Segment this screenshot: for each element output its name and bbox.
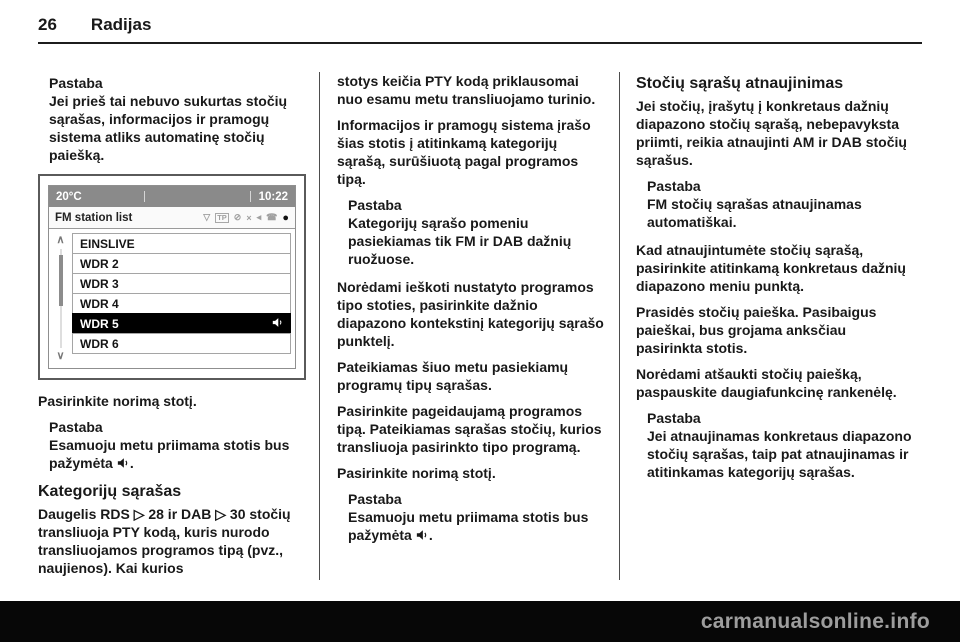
paragraph: Pasirinkite pageidaujamą programos tipą. Pateikiamas sąrašas stočių, kurios transliuoja pasirinkto tipo programą. bbox=[337, 403, 602, 455]
scrollbar-thumb bbox=[59, 255, 63, 306]
column-1 bbox=[38, 72, 310, 585]
now-playing-speaker-icon bbox=[272, 317, 283, 331]
note-label: Pastaba bbox=[647, 410, 701, 426]
scroll-up-icon: ∧ bbox=[56, 234, 65, 246]
close-icon: × bbox=[246, 212, 252, 223]
station-list bbox=[72, 233, 291, 364]
scrollbar bbox=[49, 233, 72, 364]
speaker-icon: ◂ bbox=[256, 212, 262, 222]
watermark-text: carmanualsonline.info bbox=[700, 609, 930, 633]
tp-badge: TP bbox=[217, 212, 227, 222]
paragraph: Kad atnaujintumėte stočių sąrašą, pasirinkite atitinkamą konkretaus dažnių diapazono meniu punktą. bbox=[636, 242, 906, 294]
column-2 bbox=[337, 72, 607, 554]
statusbar-divider bbox=[144, 191, 145, 202]
note-text-part: Esamuoju metu priimama stotis bus pažymėta bbox=[348, 509, 589, 543]
signal-icon: ▽ bbox=[203, 212, 211, 222]
station-row: WDR 4 bbox=[72, 293, 291, 314]
display-status-icons bbox=[203, 212, 289, 224]
note-block bbox=[647, 177, 912, 231]
note-text: FM stočių sąrašas atnaujinamas automatiškai. bbox=[647, 196, 862, 230]
page-number: 26 bbox=[38, 15, 57, 34]
display-status-bar bbox=[49, 186, 295, 207]
station-row: WDR 3 bbox=[72, 273, 291, 294]
subsection-heading: Stočių sąrašų atnaujinimas bbox=[636, 75, 844, 92]
paragraph: Pateikiamas šiuo metu pasiekiamų programų tipų sąrašas. bbox=[337, 359, 569, 393]
station-row: WDR 2 bbox=[72, 253, 291, 274]
paragraph: stotys keičia PTY kodą priklausomai nuo esamu metu transliuojamo turinio. bbox=[337, 73, 596, 107]
note-text-part: . bbox=[428, 527, 433, 543]
speaker-icon bbox=[117, 457, 129, 469]
column-divider bbox=[319, 72, 320, 580]
speaker-icon bbox=[416, 529, 428, 541]
note-label: Pastaba bbox=[348, 197, 402, 213]
station-row: WDR 6 bbox=[72, 333, 291, 354]
infotainment-screenshot bbox=[38, 174, 306, 380]
statusbar-divider bbox=[250, 191, 251, 202]
note-block bbox=[49, 418, 310, 472]
station-row-selected bbox=[72, 313, 291, 334]
note-text: Jei prieš tai nebuvo sukurtas stočių sąrašas, informacijos ir pramogų sistema atliks automatinę stočių paiešką. bbox=[49, 93, 288, 163]
paragraph: Norėdami atšaukti stočių paiešką, paspauskite daugiafunkcinę rankenėlę. bbox=[636, 366, 897, 400]
paragraph: Informacijos ir pramogų sistema įrašo šias stotis į atitinkamą kategorijų sąrašą, surūšiuotą pagal programos tipą. bbox=[337, 117, 591, 187]
paragraph: Jei stočių, įrašytų į konkretaus dažnių diapazono stočių sąrašą, nebepavyksta priimti, reikia atnaujinti AM ir DAB stočių sąrašus. bbox=[636, 98, 907, 168]
display-title: FM station list bbox=[55, 211, 133, 224]
mute-icon: ⊘ bbox=[233, 212, 242, 222]
phone-icon: ☎ bbox=[266, 212, 278, 222]
temperature-readout: 20°C bbox=[56, 190, 82, 203]
note-label: Pastaba bbox=[647, 178, 701, 194]
paragraph: Pasirinkite norimą stotį. bbox=[38, 393, 197, 409]
power-dot-icon: ● bbox=[282, 211, 289, 224]
display-title-row bbox=[49, 207, 295, 229]
note-label: Pastaba bbox=[49, 419, 103, 435]
note-text: Kategorijų sąrašo pomeniu pasiekiamas tik FM ir DAB dažnių ruožuose. bbox=[348, 215, 572, 267]
column-3 bbox=[636, 72, 912, 491]
note-text-part: . bbox=[129, 455, 134, 471]
page-header bbox=[0, 0, 960, 35]
section-title: Radijas bbox=[90, 15, 152, 34]
note-block bbox=[647, 409, 912, 481]
note-text: Jei atnaujinamas konkretaus diapazono stočių sąrašas, taip pat atnaujinamas ir atitinkamas kategorijų sąrašas. bbox=[647, 428, 912, 480]
note-text bbox=[49, 436, 310, 472]
scrollbar-track bbox=[60, 249, 62, 348]
watermark-strip bbox=[0, 601, 960, 642]
scroll-down-icon: ∨ bbox=[56, 350, 65, 362]
station-name: WDR 5 bbox=[80, 316, 119, 331]
column-divider bbox=[619, 72, 620, 580]
note-text-part: Esamuoju metu priimama stotis bus pažymėta bbox=[49, 437, 290, 471]
note-block bbox=[348, 196, 607, 268]
note-label: Pastaba bbox=[49, 75, 103, 91]
text-columns bbox=[0, 44, 960, 585]
note-text bbox=[348, 508, 607, 544]
paragraph: Daugelis RDS ▷ 28 ir DAB ▷ 30 stočių transliuoja PTY kodą, kuris nurodo transliuojamos programos tipą (pvz., naujienos). Kai kurios bbox=[38, 506, 291, 576]
paragraph: Prasidės stočių paieška. Pasibaigus paieškai, bus grojama anksčiau pasirinkta stotis. bbox=[636, 304, 877, 356]
note-label: Pastaba bbox=[348, 491, 402, 507]
station-row: EINSLIVE bbox=[72, 233, 291, 254]
clock-readout: 10:22 bbox=[258, 190, 288, 203]
paragraph: Norėdami ieškoti nustatyto programos tipo stoties, pasirinkite dažnio diapazono kontekstinį kategorijų sąrašo punktelį. bbox=[337, 279, 604, 349]
paragraph: Pasirinkite norimą stotį. bbox=[337, 465, 496, 481]
subsection-heading: Kategorijų sąrašas bbox=[38, 483, 182, 500]
note-block bbox=[348, 490, 607, 544]
infotainment-display bbox=[48, 185, 296, 369]
note-block bbox=[49, 74, 310, 164]
station-list-panel bbox=[49, 229, 295, 368]
